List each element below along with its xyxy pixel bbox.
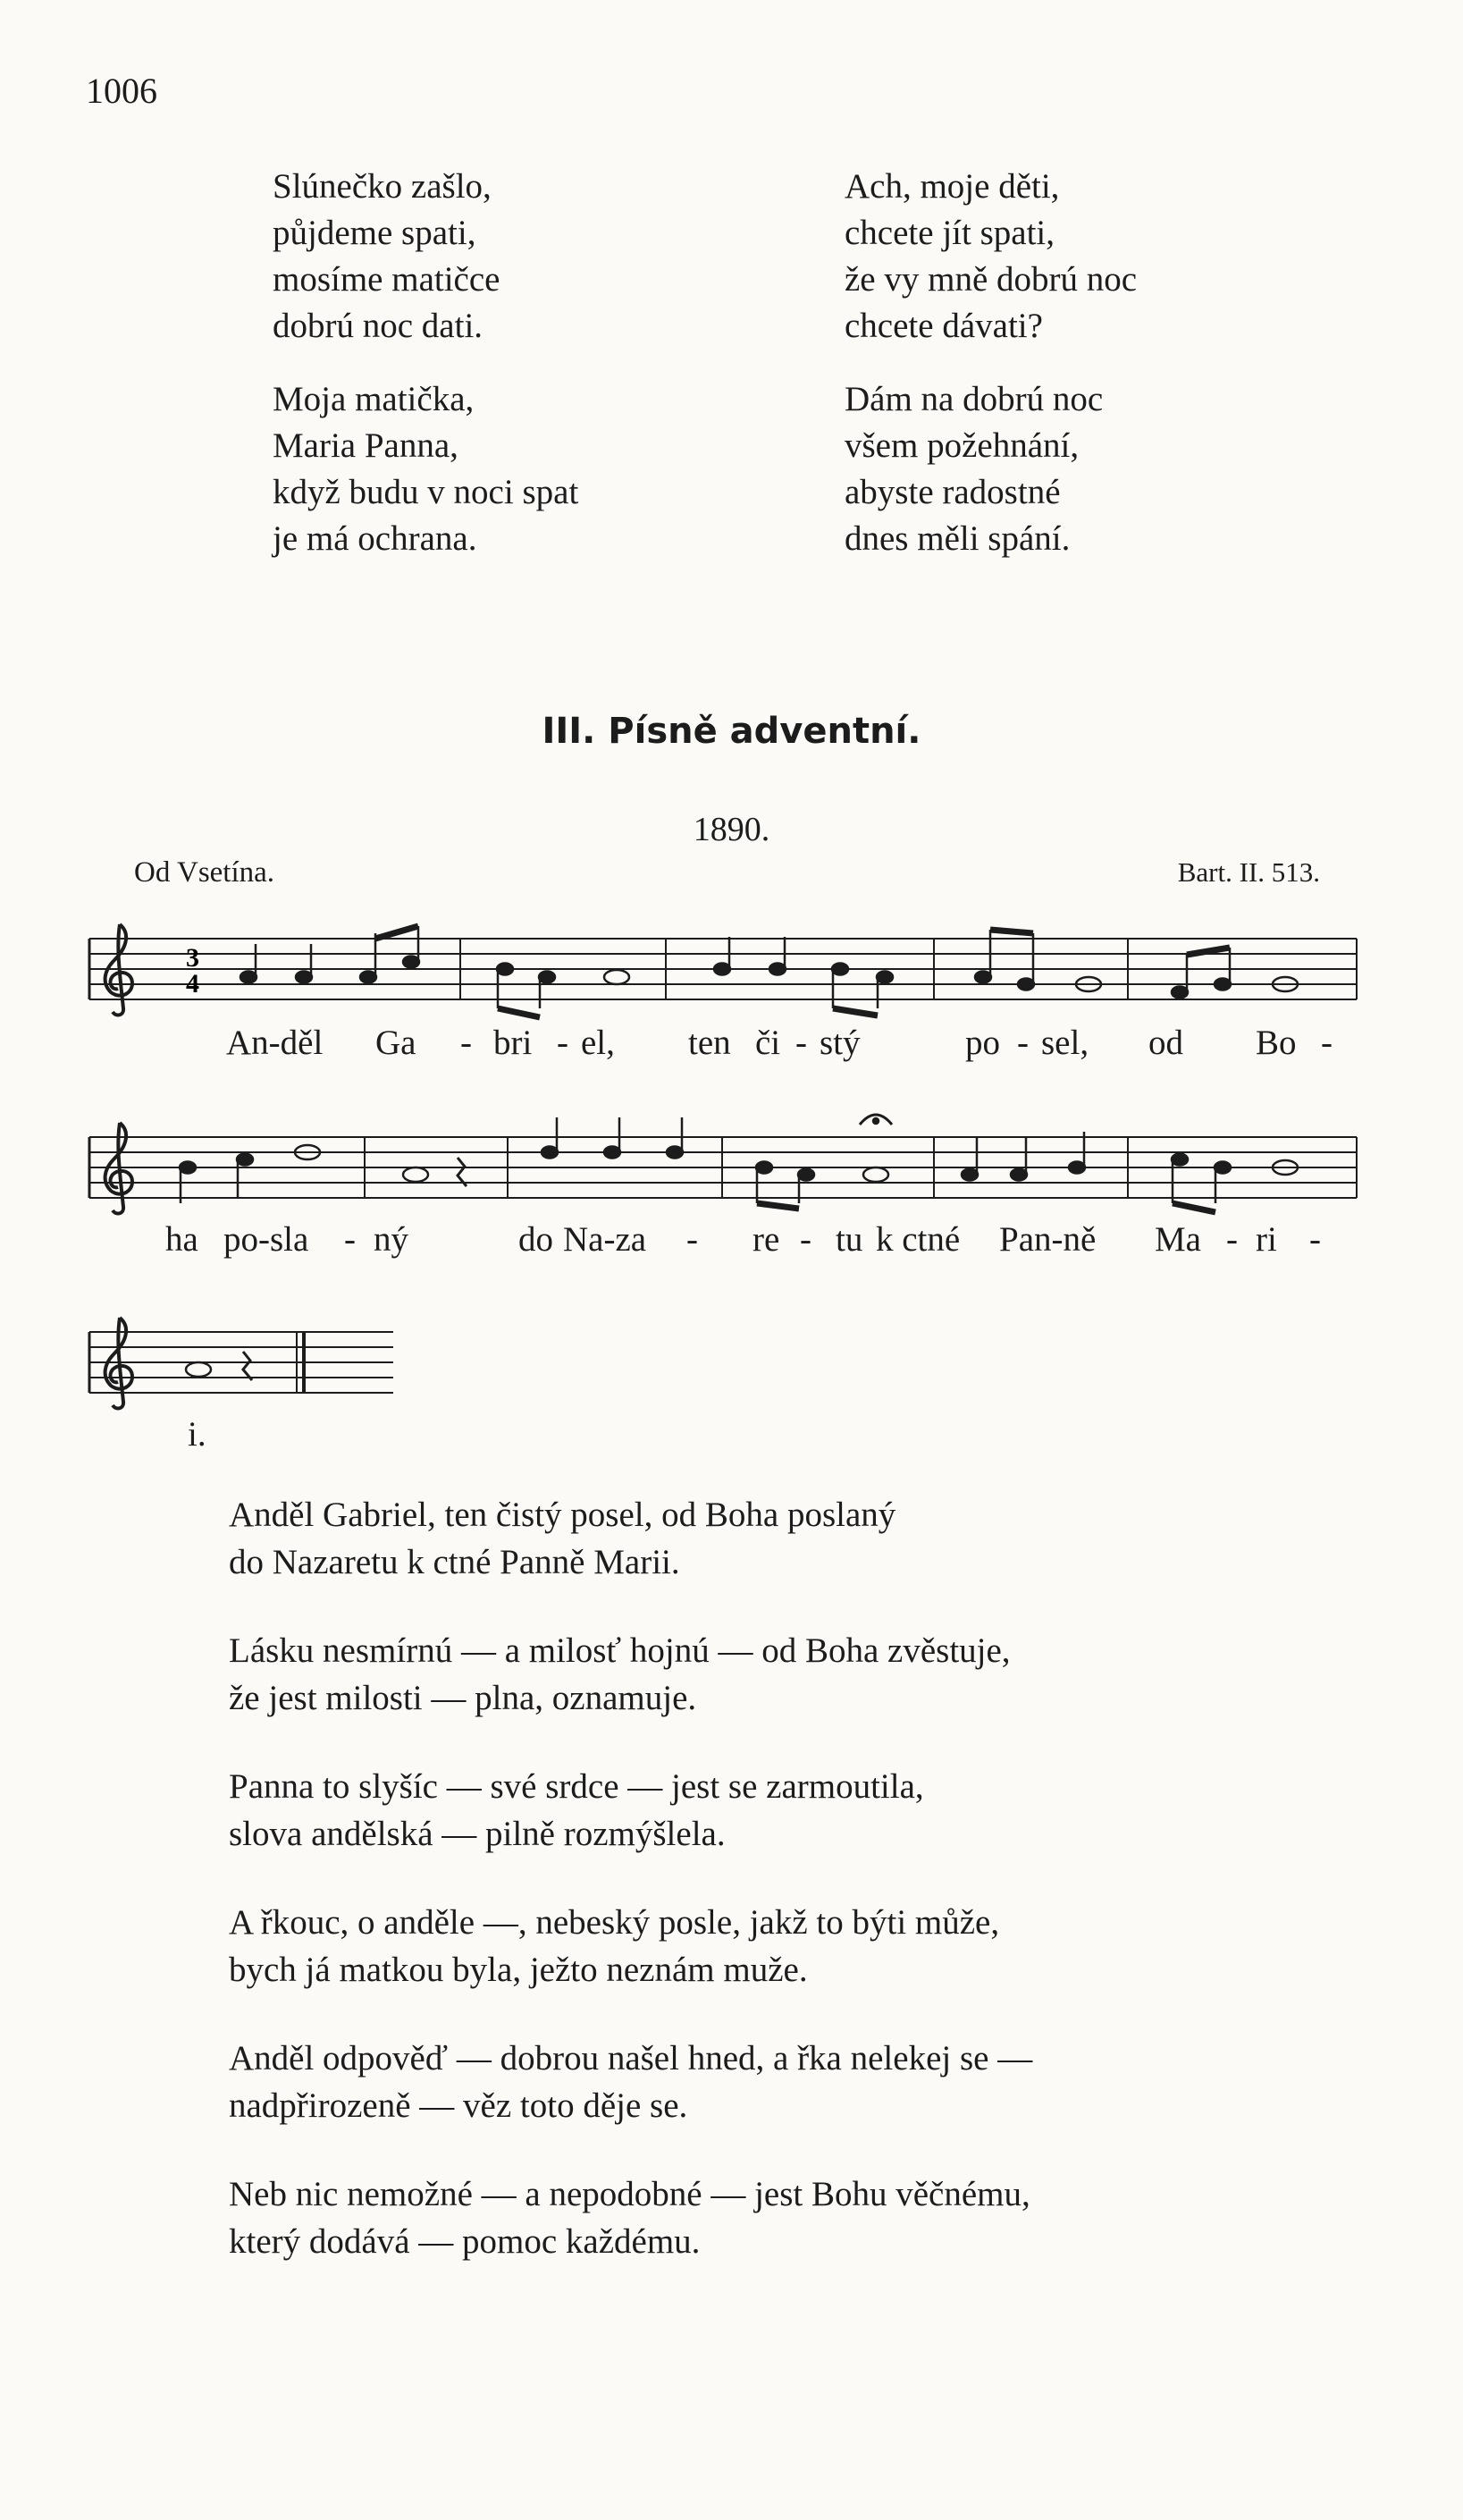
lyric-syllable: ha — [165, 1220, 198, 1259]
note — [296, 972, 312, 983]
lyric-syllable: An-děl — [226, 1024, 324, 1062]
note — [403, 1167, 428, 1182]
verse-line: dobrú noc dati. — [273, 307, 483, 345]
note — [877, 972, 893, 983]
staff-system-3 — [89, 1318, 393, 1408]
lyric-syllable: - — [344, 1220, 356, 1259]
note — [769, 964, 786, 975]
lyric-syllable: po-sla — [223, 1220, 309, 1259]
note — [237, 1154, 253, 1166]
note — [240, 972, 256, 983]
note — [962, 1169, 978, 1181]
verse-line: chcete dávati? — [845, 307, 1043, 345]
lyric-syllable: stý — [820, 1024, 861, 1062]
note — [975, 972, 991, 983]
verse-line: Dám na dobrú noc — [845, 380, 1104, 418]
verse-line: Anděl odpověď — dobrou našel hned, a řka nelekej se — — [229, 2039, 1033, 2078]
poem-stanza — [229, 1899, 1032, 1993]
lyric-syllable: Ma — [1155, 1220, 1201, 1259]
lyric-syllable: el, — [581, 1024, 615, 1062]
note — [360, 972, 376, 983]
poem-stanza — [229, 1627, 1032, 1722]
note — [756, 1162, 772, 1174]
song-year: 1890. — [693, 811, 770, 848]
verse-line: je má ochrana. — [273, 519, 477, 558]
lyric-syllable: - — [1309, 1220, 1321, 1259]
song-origin: Od Vsetína. — [134, 856, 275, 889]
lyric-syllable: Pan-ně — [999, 1220, 1097, 1259]
lyric-syllable: Bo — [1256, 1024, 1297, 1062]
staff-system-1 — [89, 924, 1357, 1017]
note — [403, 957, 419, 968]
lyric-syllable: bri — [493, 1024, 533, 1062]
note — [1215, 1162, 1231, 1174]
verse-line: Maria Panna, — [273, 426, 458, 465]
verse-line: dnes měli spání. — [845, 519, 1071, 558]
poem-stanza — [229, 2170, 1032, 2265]
verse-line: když budu v noci spat — [273, 473, 579, 511]
lyric-syllable: - — [557, 1024, 568, 1062]
verse-line: Moja matička, — [273, 380, 475, 418]
lyric-syllable: - — [1017, 1024, 1029, 1062]
lyric-syllable: - — [1226, 1220, 1238, 1259]
section-title: III. Písně adventní. — [542, 711, 921, 752]
lyric-syllable: - — [1321, 1024, 1333, 1062]
poem-text — [229, 1491, 1032, 2306]
page-number: 1006 — [86, 71, 157, 111]
note — [542, 1147, 558, 1159]
poem-stanza — [229, 2035, 1032, 2129]
note — [832, 964, 848, 975]
verse-line: který dodává — pomoc každému. — [229, 2222, 701, 2261]
lyric-syllable: ri — [1256, 1220, 1277, 1259]
note — [186, 1362, 211, 1377]
lyric-syllable: či — [755, 1024, 781, 1062]
lyric-syllable: Ga — [375, 1024, 416, 1062]
song-source: Bart. II. 513. — [1177, 856, 1320, 888]
poem-stanza — [229, 1763, 1032, 1858]
note — [604, 970, 629, 984]
lyric-syllable: od — [1148, 1024, 1183, 1062]
lyric-syllable: - — [460, 1024, 472, 1062]
lyric-syllable: ten — [688, 1024, 731, 1062]
lyric-syllable: - — [800, 1220, 811, 1259]
lyric-syllable: tu — [836, 1220, 863, 1259]
verse-line: bych já matkou byla, ježto neznám muže. — [229, 1951, 808, 1989]
note — [714, 964, 730, 975]
lyric-syllable: i. — [188, 1415, 206, 1454]
lyric-syllable: po — [965, 1024, 1000, 1062]
note — [798, 1169, 814, 1181]
lyric-syllable: - — [795, 1024, 807, 1062]
verse-line: všem požehnání, — [845, 426, 1080, 465]
note — [1018, 979, 1034, 990]
verse-line: Lásku nesmírnú — a milosť hojnú — od Boha zvěstuje, — [229, 1631, 1011, 1670]
time-signature-bottom: 4 — [186, 969, 199, 999]
staff-system-2 — [89, 1115, 1357, 1213]
lyric-syllable: Na-za — [563, 1220, 647, 1259]
verse-line: chcete jít spati, — [845, 214, 1055, 252]
verse-line: abyste radostné — [845, 473, 1061, 511]
note — [667, 1147, 683, 1159]
note — [1172, 987, 1188, 999]
verse-line: do Nazaretu k ctné Panně Marii. — [229, 1543, 680, 1581]
verse-line: Panna to slyšíc — své srdce — jest se zarmoutila, — [229, 1767, 924, 1806]
verse-line: A řkouc, o anděle —, nebeský posle, jakž to býti může, — [229, 1903, 1000, 1942]
note — [604, 1147, 620, 1159]
note — [497, 964, 513, 975]
verse-line: že jest milosti — plna, oznamuje. — [229, 1679, 697, 1717]
verse-line: že vy mně dobrú noc — [845, 260, 1138, 299]
note — [1069, 1162, 1085, 1174]
verse-line: Ach, moje děti, — [845, 167, 1060, 206]
note — [1011, 1169, 1027, 1181]
note — [1215, 979, 1231, 990]
rest-icon — [243, 1352, 252, 1380]
verse-line: Anděl Gabriel, ten čistý posel, od Boha poslaný — [229, 1496, 896, 1534]
lyric-syllable: sel, — [1041, 1024, 1089, 1062]
poem-stanza — [229, 1491, 1032, 1586]
note — [1172, 1154, 1188, 1166]
lyric-syllable: ný — [374, 1220, 408, 1259]
verse-line: půjdeme spati, — [273, 214, 476, 252]
verse-line: nadpřirozeně — věz toto děje se. — [229, 2086, 688, 2125]
verse-line: slova andělská — pilně rozmýšlela. — [229, 1815, 726, 1853]
note — [863, 1167, 888, 1182]
lyric-syllable: do — [518, 1220, 553, 1259]
verse-line: Neb nic nemožné — a nepodobné — jest Bohu věčnému, — [229, 2175, 1030, 2213]
verse-line: Slúnečko zašlo, — [273, 167, 492, 206]
lyric-syllable: - — [686, 1220, 698, 1259]
note — [180, 1162, 196, 1174]
lyric-syllable: re — [753, 1220, 780, 1259]
verse-line: mosíme matičce — [273, 260, 500, 299]
fermata-dot — [873, 1118, 879, 1124]
note — [539, 972, 555, 983]
lyric-syllable: k ctné — [876, 1220, 961, 1259]
time-signature-top: 3 — [186, 943, 199, 973]
